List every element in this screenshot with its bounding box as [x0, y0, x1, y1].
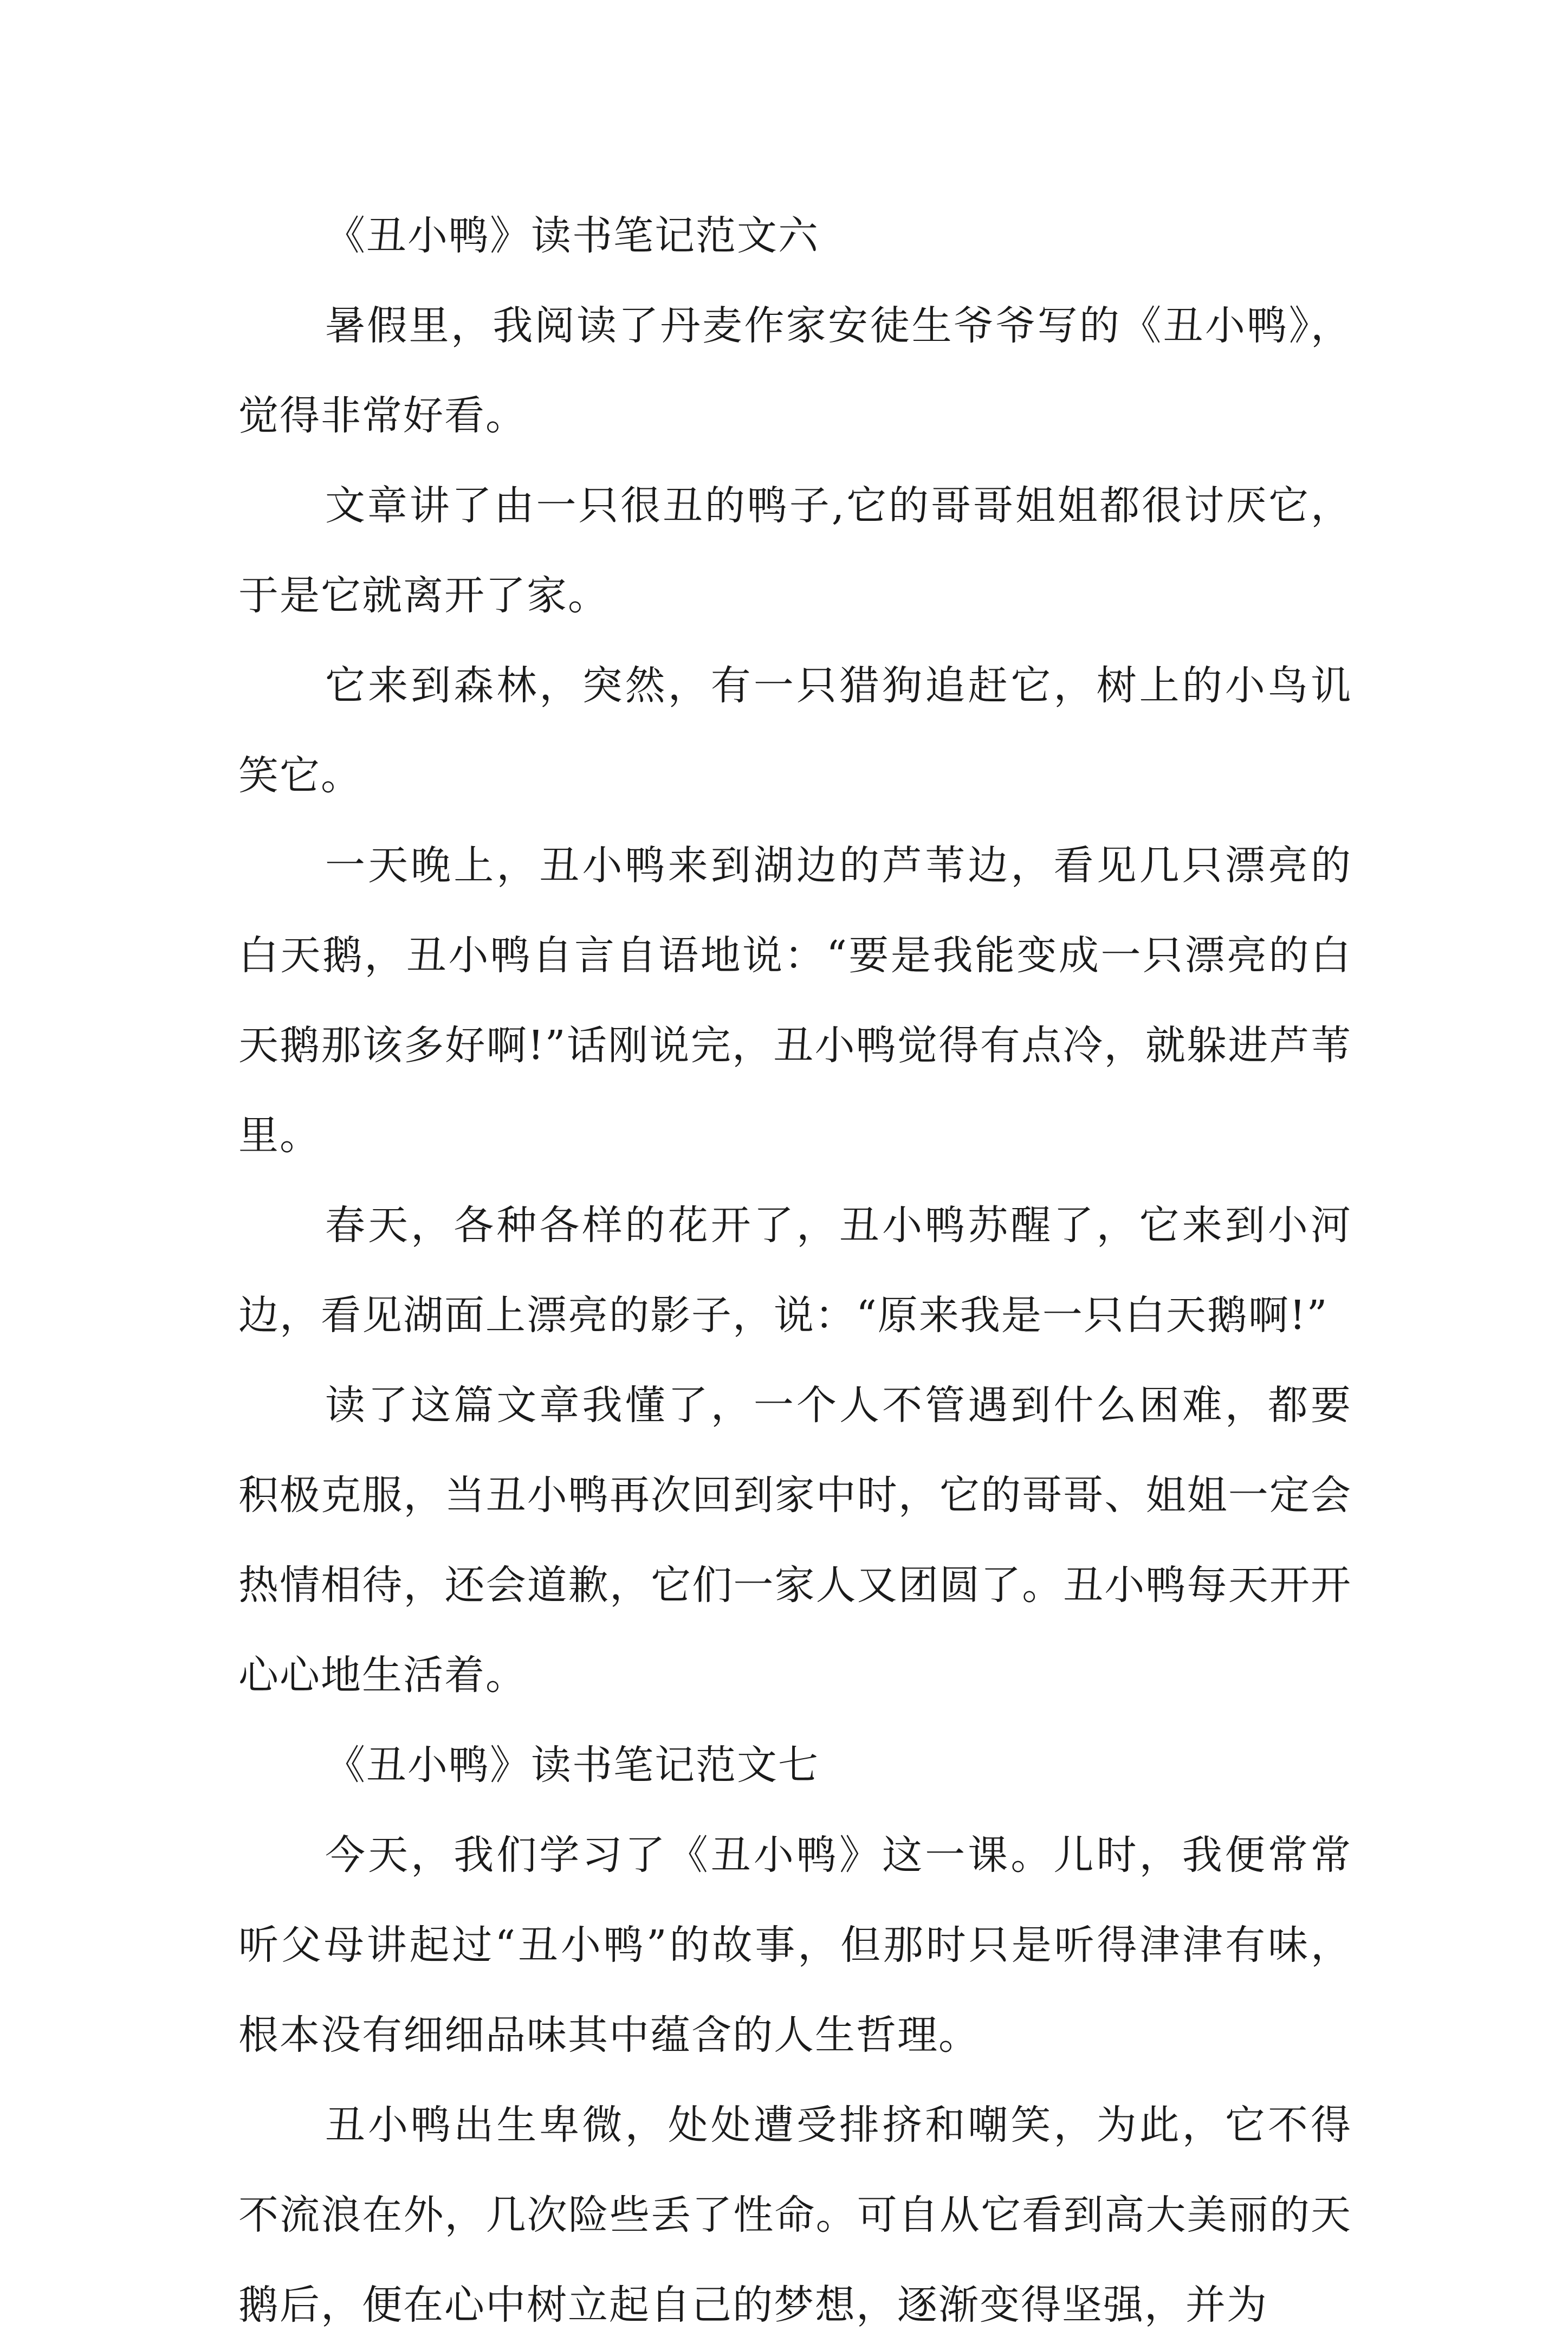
document-body	[238, 191, 1352, 2350]
section-six-heading: 《丑小鸭》读书笔记范文六	[325, 212, 819, 259]
section-six-para-2: 文章讲了由一只很丑的鸭子,它的哥哥姐姐都很讨厌它，于是它就离开了家。	[238, 482, 1352, 619]
section-seven-para-1: 今天，我们学习了《丑小鸭》这一课。儿时，我便常常听父母讲起过“丑小鸭”的故事，但那时只是听得津津有味，根本没有细细品味其中蕴含的人生哲理。	[238, 1832, 1352, 2058]
section-seven-heading: 《丑小鸭》读书笔记范文七	[325, 1742, 819, 1789]
section-six-para-3: 它来到森林，突然，有一只猎狗追赶它，树上的小鸟讥笑它。	[238, 662, 1352, 799]
section-seven-para-2: 丑小鸭出生卑微，处处遭受排挤和嘲笑，为此，它不得不流浪在外，几次险些丢了性命。可自从它看到高大美丽的天鹅后，便在心中树立起自己的梦想，逐渐变得坚强，并为	[238, 2102, 1352, 2328]
section-six-para-1: 暑假里，我阅读了丹麦作家安徒生爷爷写的《丑小鸭》，觉得非常好看。	[238, 302, 1352, 439]
section-six-para-5: 春天，各种各样的花开了，丑小鸭苏醒了，它来到小河边，看见湖面上漂亮的影子，说：“原来我是一只白天鹅啊!”	[238, 1202, 1352, 1339]
section-six-para-6: 读了这篇文章我懂了，一个人不管遇到什么困难，都要积极克服，当丑小鸭再次回到家中时，它的哥哥、姐姐一定会热情相待，还会道歉，它们一家人又团圆了。丑小鸭每天开开心心地生活着。	[238, 1382, 1352, 1699]
section-six-para-4: 一天晚上，丑小鸭来到湖边的芦苇边，看见几只漂亮的白天鹅，丑小鸭自言自语地说：“要是我能变成一只漂亮的白天鹅那该多好啊!”话刚说完，丑小鸭觉得有点冷，就躲进芦苇里。	[238, 842, 1352, 1159]
